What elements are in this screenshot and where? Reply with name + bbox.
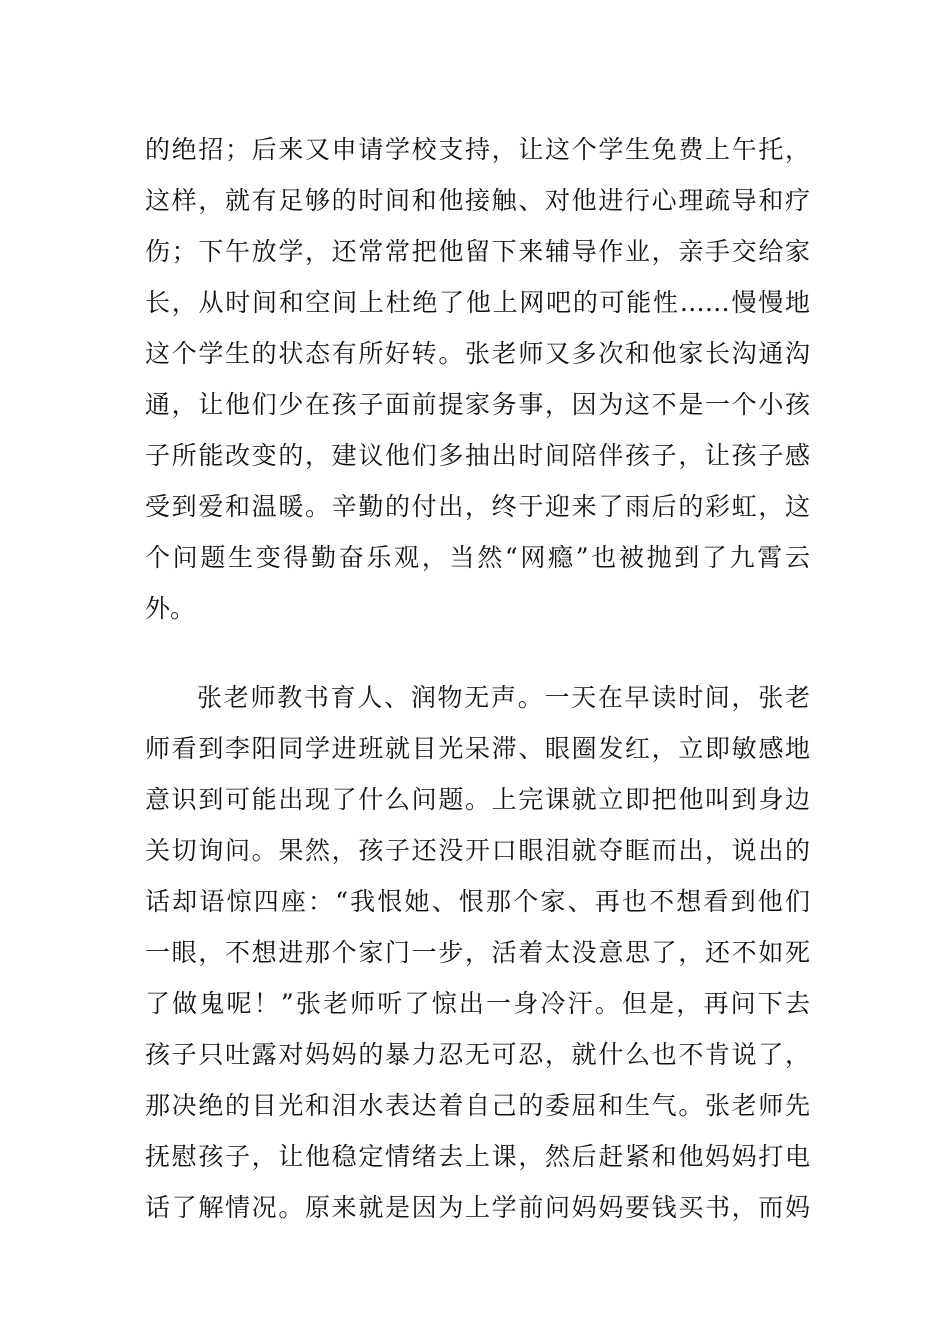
paragraph-1: [145, 124, 810, 634]
text-line: 长，从时间和空间上杜绝了他上网吧的可能性……慢慢地: [145, 288, 810, 317]
text-line: 话了解情况。原来就是因为上学前问妈妈要钱买书，而妈: [145, 1193, 810, 1222]
text-line: 个问题生变得勤奋乐观，当然“网瘾”也被抛到了九霄云: [145, 543, 810, 572]
text-line: 了做鬼呢！”张老师听了惊出一身冷汗。但是，再问下去: [145, 989, 810, 1018]
text-line: 受到爱和温暖。辛勤的付出，终于迎来了雨后的彩虹，这: [145, 492, 810, 521]
text-line: 的绝招；后来又申请学校支持，让这个学生免费上午托，: [145, 135, 810, 164]
text-line: 这个学生的状态有所好转。张老师又多次和他家长沟通沟: [145, 339, 810, 368]
paragraph-2: [145, 672, 810, 1233]
text-line: 师看到李阳同学进班就目光呆滞、眼圈发红，立即敏感地: [145, 734, 810, 763]
text-line-last: 外。: [145, 594, 196, 623]
text-line: 那决绝的目光和泪水表达着自己的委屈和生气。张老师先: [145, 1091, 810, 1120]
text-line: 关切询问。果然，孩子还没开口眼泪就夺眶而出，说出的: [145, 836, 810, 865]
text-line: 意识到可能出现了什么问题。上完课就立即把他叫到身边: [145, 785, 810, 814]
text-line-first-indented: 张老师教书育人、润物无声。一天在早读时间，张老: [197, 683, 810, 712]
text-line: 通，让他们少在孩子面前提家务事，因为这不是一个小孩: [145, 390, 810, 419]
text-line: 子所能改变的，建议他们多抽出时间陪伴孩子，让孩子感: [145, 441, 810, 470]
text-line: 伤；下午放学，还常常把他留下来辅导作业，亲手交给家: [145, 237, 810, 266]
text-line: 抚慰孩子，让他稳定情绪去上课，然后赶紧和他妈妈打电: [145, 1142, 810, 1171]
text-line: 这样，就有足够的时间和他接触、对他进行心理疏导和疗: [145, 186, 810, 215]
text-line: 话却语惊四座：“我恨她、恨那个家、再也不想看到他们: [145, 887, 810, 916]
text-line: 孩子只吐露对妈妈的暴力忍无可忍，就什么也不肯说了，: [145, 1040, 810, 1069]
text-line: 一眼，不想进那个家门一步，活着太没意思了，还不如死: [145, 938, 810, 967]
